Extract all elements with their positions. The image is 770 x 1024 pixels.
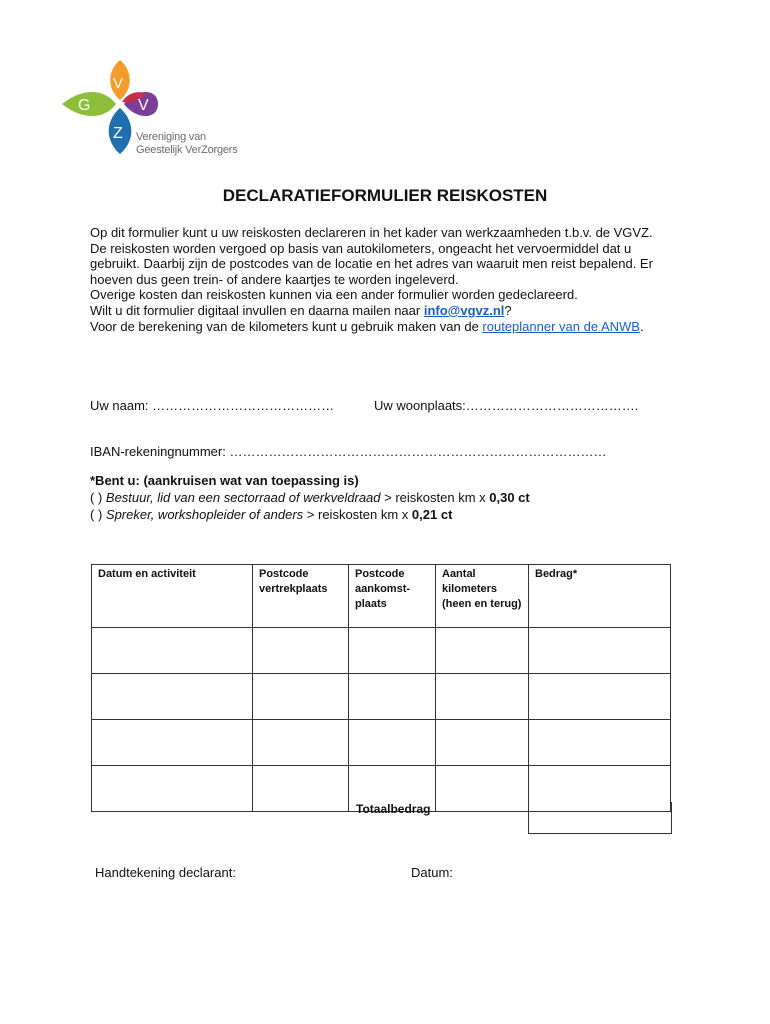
logo-letter-v-top: V [113, 75, 124, 92]
option-spreker-rate: 0,21 ct [411, 507, 453, 522]
header-bedrag: Bedrag* [529, 565, 671, 628]
total-amount-cell[interactable] [528, 802, 672, 834]
table-cell[interactable] [436, 674, 529, 720]
header-postcode-vertrek: Postcode vertrekplaats [253, 565, 349, 628]
table-cell[interactable] [436, 766, 529, 812]
option-bestuur[interactable] [90, 490, 530, 505]
date-label: Datum: [411, 865, 453, 880]
form-title: DECLARATIEFORMULIER REISKOSTEN [222, 186, 548, 205]
woonplaats-field[interactable]: Uw woonplaats:…………………………………. [374, 398, 639, 413]
table-cell[interactable] [529, 674, 671, 720]
option-spreker[interactable] [90, 507, 452, 522]
table-cell[interactable] [529, 628, 671, 674]
option-bestuur-checkbox[interactable]: ( ) [90, 490, 103, 505]
table-row [92, 674, 671, 720]
iban-field[interactable]: IBAN-rekeningnummer: …………………………………………………………………………… [90, 444, 607, 459]
logo-text-line2: Geestelijk VerZorgers [136, 144, 238, 156]
declaration-table [91, 564, 671, 812]
intro-route-text: Voor de berekening van de kilometers kunt u gebruik maken van de [90, 318, 483, 334]
intro-route-suffix: . [639, 318, 644, 334]
option-spreker-checkbox[interactable]: ( ) [90, 507, 103, 522]
intro-line-5 [90, 319, 675, 335]
table-row [92, 720, 671, 766]
logo-letter-v-right: V [138, 97, 149, 114]
routeplanner-link[interactable]: routeplanner van de ANWB [482, 318, 640, 334]
table-cell[interactable] [253, 720, 349, 766]
option-spreker-rest: > reiskosten km x [303, 507, 412, 522]
header-kilometers: Aantal kilometers (heen en terug) [436, 565, 529, 628]
table-cell[interactable] [436, 628, 529, 674]
table-cell[interactable] [436, 720, 529, 766]
table-cell[interactable] [253, 628, 349, 674]
table-header-row [92, 565, 671, 628]
intro-line-2: De reiskosten worden vergoed op basis van autokilometers, ongeacht het vervoermiddel dat u gebruikt. Daarbij zijn de postcodes van de locatie en het adres van waaruit men reist bepalend. Er hoeven dus geen trein- of andere kaartjes te worden ingeleverd. [90, 240, 653, 287]
option-bestuur-role: Bestuur, lid van een sectorraad of werkveldraad [105, 490, 381, 505]
option-bestuur-rate: 0,30 ct [489, 490, 530, 505]
table-row [92, 628, 671, 674]
logo-letter-g: G [78, 97, 91, 114]
table-cell[interactable] [529, 720, 671, 766]
header-datum: Datum en activiteit [92, 565, 253, 628]
bent-u-heading: *Bent u: (aankruisen wat van toepassing is) [90, 473, 359, 488]
logo-text [136, 131, 238, 157]
table-cell[interactable] [349, 628, 436, 674]
total-label: Totaalbedrag [356, 802, 431, 816]
option-bestuur-rest: > reiskosten km x [380, 490, 490, 505]
intro-text [90, 225, 675, 334]
table-cell[interactable] [92, 628, 253, 674]
intro-line-3: Overige kosten dan reiskosten kunnen via een ander formulier worden gedeclareerd. [90, 287, 578, 303]
intro-line-1: Op dit formulier kunt u uw reiskosten declareren in het kader van werkzaamheden t.b.v. de VGVZ. [90, 225, 653, 240]
table-cell[interactable] [253, 674, 349, 720]
intro-line-4 [90, 303, 675, 319]
table-cell[interactable] [92, 720, 253, 766]
table-cell[interactable] [349, 720, 436, 766]
table-cell[interactable] [253, 766, 349, 812]
name-field[interactable]: Uw naam: …………………………………… [90, 398, 335, 413]
intro-mail-suffix: ? [504, 302, 512, 318]
table-cell[interactable] [92, 766, 253, 812]
signature-label: Handtekening declarant: [95, 865, 236, 880]
table-cell[interactable] [349, 674, 436, 720]
option-spreker-role: Spreker, workshopleider of anders [105, 507, 304, 522]
header-postcode-aankomst: Postcode aankomst-plaats [349, 565, 436, 628]
email-link[interactable]: info@vgvz.nl [423, 302, 505, 318]
intro-mail-text: Wilt u dit formulier digitaal invullen en daarna mailen naar [90, 302, 424, 318]
logo-letter-z: Z [113, 125, 123, 142]
table-cell[interactable] [92, 674, 253, 720]
logo-text-line1: Vereniging van [136, 131, 206, 143]
